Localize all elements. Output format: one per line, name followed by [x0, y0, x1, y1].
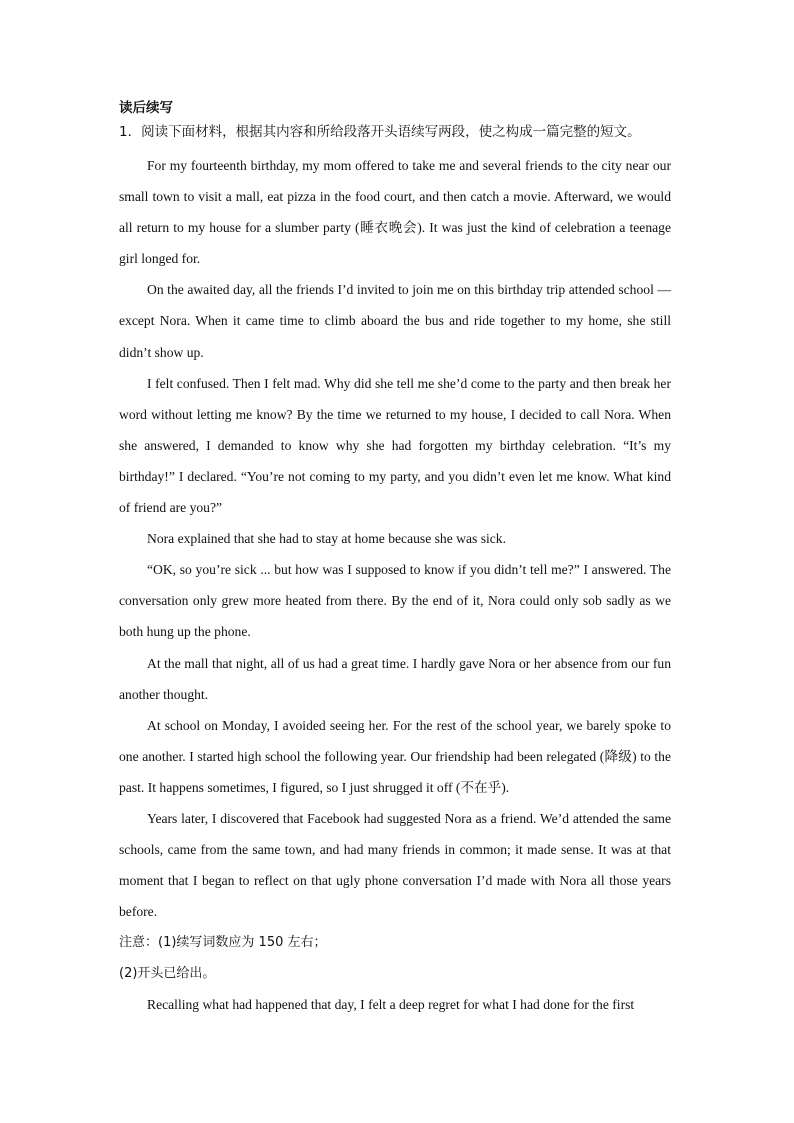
passage-paragraph-7: At school on Monday, I avoided seeing her. For the rest of the school year, we barely spoke to one another. I started high school the following year. Our friendship had been relegated (降级) to the past. It happens sometimes, I figured, so I just shrugged it off (不在乎). — [119, 717, 671, 795]
question-instruction — [119, 120, 671, 144]
passage-paragraph-5: “OK, so you’re sick ... but how was I supposed to know if you didn’t tell me?” I answered. The conversation only grew more heated from there. By the end of it, Nora could only sob sadly as we both hung up the phone. — [119, 562, 671, 640]
passage-paragraph-6: At the mall that night, all of us had a great time. I hardly gave Nora or her absence from our fun another thought. — [119, 655, 671, 702]
passage-paragraph-4: Nora explained that she had to stay at home because she was sick. — [147, 531, 506, 547]
passage-paragraph-8: Years later, I discovered that Facebook had suggested Nora as a friend. We’d attended the same schools, came from the same town, and had many friends in common; it made sense. It was at that moment that I began to reflect on that ugly phone conversation I’d made with Nora all those years before. — [119, 810, 671, 920]
passage-paragraph-3: I felt confused. Then I felt mad. Why did she tell me she’d come to the party and then break her word without letting me know? By the time we returned to my house, I decided to call Nora. When she answered, I demanded to know why she had forgotten my birthday celebration. “It’s my birthday!” I declared. “You’re not coming to my party, and you didn’t even let me know. What kind of friend are you?” — [119, 375, 671, 516]
question-number: 1． — [119, 124, 142, 140]
section-heading: 读后续写 — [119, 100, 173, 116]
passage-paragraph-1: For my fourteenth birthday, my mom offered to take me and several friends to the city near our small town to visit a mall, eat pizza in the food court, and then catch a movie. Afterward, we would all return to my house for a slumber party (睡衣晚会). It was just the kind of celebration a teenage girl longed for. — [119, 158, 671, 267]
passage-paragraph-2: On the awaited day, all the friends I’d invited to join me on this birthday trip attended school — except Nora. When it came time to climb aboard the bus and ride together to my home, she still didn’t show up. — [119, 282, 671, 360]
question-text: 阅读下面材料，根据其内容和所给段落开头语续写两段，使之构成一篇完整的短文。 — [141, 124, 641, 140]
note-line-2: (2)开头已给出。 — [119, 966, 216, 982]
continuation-opening: Recalling what had happened that day, I felt a deep regret for what I had done for the first — [147, 997, 635, 1013]
document-content — [119, 96, 671, 1020]
note-line-1: 注意：(1)续写词数应为 150 左右； — [119, 935, 327, 951]
reading-passage — [119, 150, 671, 927]
